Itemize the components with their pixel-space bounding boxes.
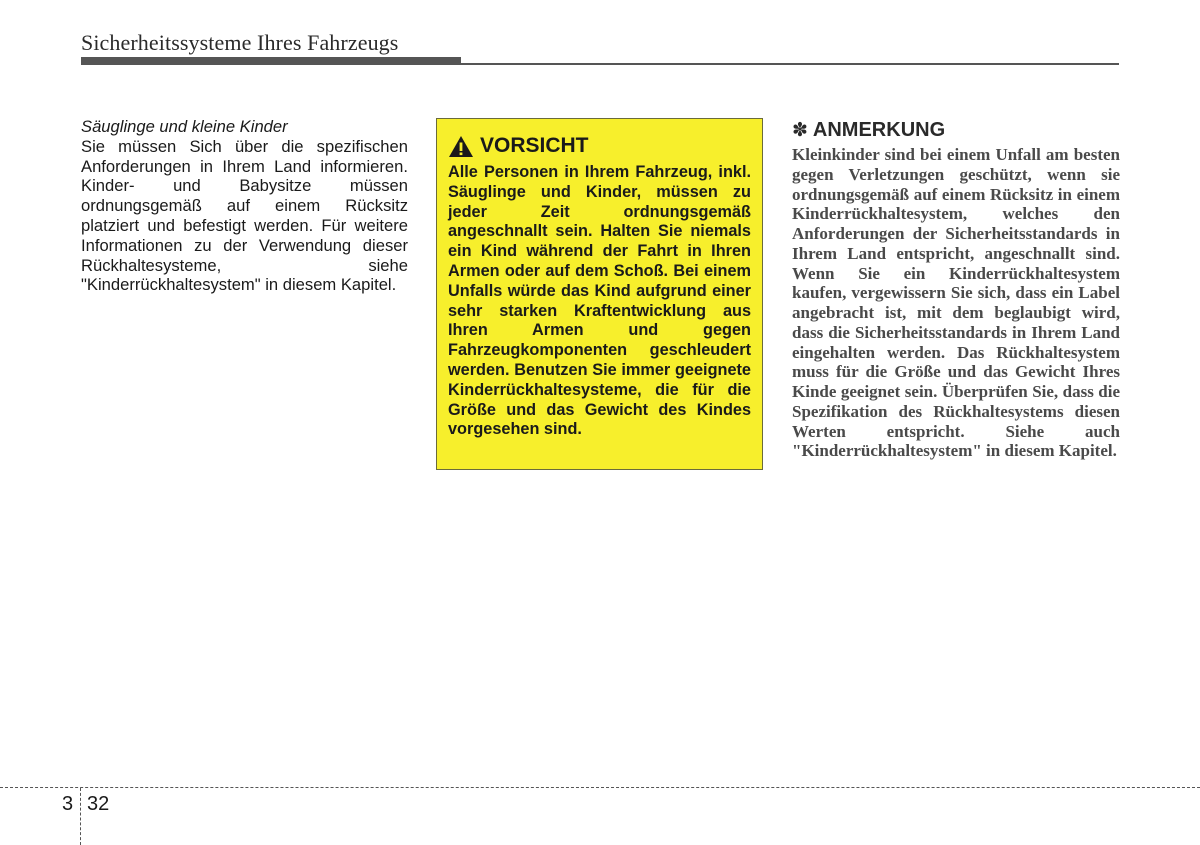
footer-rule	[0, 787, 1200, 788]
header-rule	[81, 63, 1119, 65]
left-column	[81, 117, 408, 295]
warning-triangle-icon	[448, 135, 474, 158]
caution-title: VORSICHT	[480, 134, 589, 157]
section-subheading: Säuglinge und kleine Kinder	[81, 117, 288, 136]
footer-divider	[80, 788, 81, 845]
chapter-number: 3	[62, 793, 74, 815]
caution-header	[448, 133, 751, 159]
left-column-body: Sie müssen Sich über die spezifischen Anforderungen in Ihrem Land informieren. Kinder- und Babysitze müssen ordnungsgemäß auf einem Rücksitz platziert und befestigt werden. Für weitere Informationen zu der Verwendung dieser Rückhaltesysteme, siehe "Kinderrückhaltesystem" in diesem Kapitel.	[81, 136, 408, 295]
page-header-title: Sicherheitssysteme Ihres Fahrzeugs	[81, 30, 399, 55]
note-title: ANMERKUNG	[812, 119, 946, 141]
note-header	[792, 119, 945, 142]
caution-box	[436, 118, 763, 470]
caution-body: Alle Personen in Ihrem Fahrzeug, inkl. Säuglinge und Kinder, müssen zu jeder Zeit ordnungsgemäß angeschnallt sein. Halten Sie niemals ein Kind während der Fahrt in Ihren Armen oder auf dem Schoß. Bei einem Unfalls würde das Kind aufgrund einer sehr starken Kraftentwicklung aus Ihren Armen und gegen Fahrzeugkomponenten geschleudert werden. Benutzen Sie immer geeignete Kinderrückhaltesysteme, die für die Größe und das Gewicht des Kindes vorgesehen sind.	[448, 163, 751, 439]
note-body: Kleinkinder sind bei einem Unfall am besten gegen Verletzungen geschützt, wenn sie ordnungsgemäß auf einem Rücksitz in einem Kinderrückhaltesystem, welches den Anforderungen der Sicherheitsstandards in Ihrem Land entspricht, angeschnallt sind. Wenn Sie ein Kinderrückhaltesystem kaufen, vergewissern Sie sich, dass ein Label angebracht ist, mit dem beglaubigt wird, dass die Sicherheitsstandards in Ihrem Land eingehalten werden. Das Rückhaltesystem muss für die Größe und das Gewicht Ihres Kinde geeignet sein. Überprüfen Sie, dass die Spezifikation des Rückhaltesystems diesen Werten entspricht. Siehe auch "Kinderrückhaltesystem" in diesem Kapitel.	[792, 145, 1120, 461]
page-number: 32	[87, 793, 110, 815]
asterisk-icon: ✽	[792, 120, 808, 141]
